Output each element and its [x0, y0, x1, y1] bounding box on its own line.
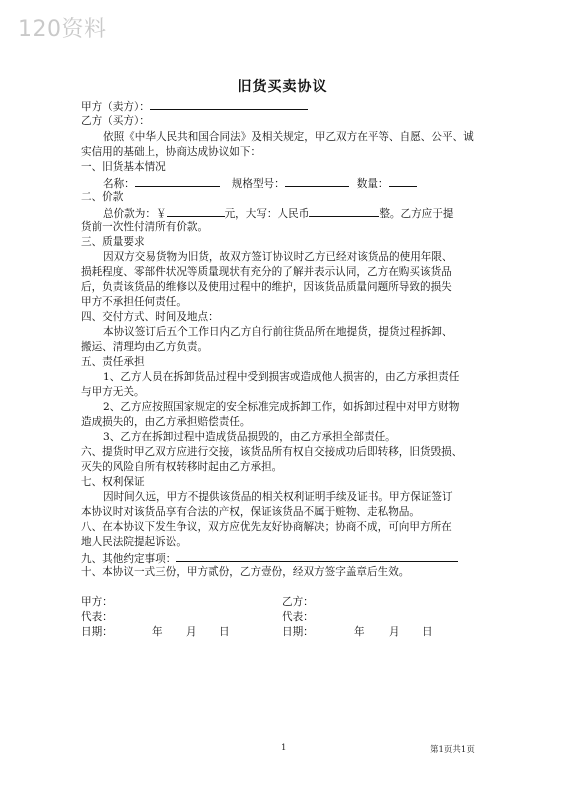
name-label: 名称：	[103, 178, 135, 190]
model-label: 规格型号：	[231, 178, 285, 190]
section-3-heading: 三、质量要求	[81, 236, 145, 248]
price-line-2: 货前一次性付清所有价款。	[81, 221, 209, 233]
amount-words-label: 元，大写：人民币	[224, 208, 310, 220]
party-b-date-label: 日期：	[282, 626, 314, 638]
amount-words-blank[interactable]	[309, 205, 379, 217]
party-a-signature-label: 甲方：	[81, 596, 113, 608]
party-a-blank[interactable]	[150, 98, 308, 110]
party-b-label: 乙方（买方）：	[81, 115, 150, 127]
quantity-blank[interactable]	[389, 175, 417, 187]
intro-line-1: 依照《中华人民共和国合同法》及相关规定，甲乙双方在平等、自愿、公平、诚	[103, 131, 474, 143]
party-a-date-month: 月	[186, 626, 197, 638]
section-1-fields	[103, 175, 417, 191]
section-3-line-1: 因双方交易货物为旧货，故双方签订协议时乙方已经对该货品的使用年限、	[103, 251, 453, 263]
section-5-item-1-line-1: 1、乙方人员在拆卸货品过程中受到损害或造成他人损害的，由乙方承担责任	[103, 371, 460, 383]
quantity-label: 数量：	[356, 178, 389, 190]
section-5-item-1-line-2: 与甲方无关。	[81, 386, 145, 398]
price-line-end: 整。乙方应于提	[379, 208, 454, 220]
total-price-label: 总价款为：￥	[103, 208, 167, 220]
party-b-representative-label: 代表：	[282, 611, 314, 623]
party-a-line	[81, 98, 308, 114]
party-b-date-year: 年	[354, 626, 365, 638]
model-blank[interactable]	[285, 175, 349, 187]
section-5-item-2-line-2: 造成损失的，由乙方承担赔偿责任。	[81, 416, 251, 428]
section-3-line-4: 甲方不承担任何责任。	[81, 296, 187, 308]
section-6-line-2: 灭失的风险自所有权转移时起由乙方承担。	[81, 461, 283, 473]
page-number: 1	[281, 743, 287, 753]
page-count: 第1页共1页	[430, 745, 475, 755]
total-price-blank[interactable]	[167, 205, 225, 217]
party-b-date-day: 日	[422, 626, 433, 638]
party-b-date-month: 月	[389, 626, 400, 638]
section-3-line-2: 损耗程度、零部件状况等质量现状有充分的了解并表示认同，乙方在购买该货品	[81, 266, 452, 278]
section-9-label: 九、其他约定事项：	[81, 553, 177, 565]
party-a-representative-label: 代表：	[81, 611, 113, 623]
section-5-item-2-line-1: 2、乙方应按照国家规定的安全标准完成拆卸工作，如拆卸过程中对甲方财物	[103, 401, 460, 413]
section-3-line-3: 后，负责该货品的维修以及使用过程中的维护，因该货品质量问题所导致的损失	[81, 281, 452, 293]
intro-line-2: 实信用的基础上，协商达成协议如下：	[81, 146, 262, 158]
name-blank[interactable]	[135, 175, 220, 187]
other-terms-blank[interactable]	[176, 550, 458, 562]
section-7-line-1: 因时间久远，甲方不提供该货品的相关权利证明手续及证书。甲方保证签订	[103, 491, 453, 503]
section-1-heading: 一、旧货基本情况	[81, 161, 166, 173]
party-a-label: 甲方（卖方）：	[81, 101, 150, 113]
section-4-line-2: 搬运、清理均由乙方负责。	[81, 341, 209, 353]
watermark: 120资料	[18, 17, 107, 42]
party-a-date-label: 日期：	[81, 626, 113, 638]
party-b-signature-label: 乙方：	[282, 596, 314, 608]
party-a-date-day: 日	[219, 626, 230, 638]
section-7-heading: 七、权利保证	[81, 476, 145, 488]
party-a-date-year: 年	[152, 626, 163, 638]
section-6-line-1: 六、提货时甲乙双方应进行交接，该货品所有权自交接成功后即转移，旧货毁损、	[81, 446, 463, 458]
section-8-line-1: 八、在本协议下发生争议，双方应优先友好协商解决；协商不成，可向甲方所在	[81, 521, 452, 533]
section-9-line	[81, 550, 458, 566]
section-7-line-2: 本协议时对该货品享有合法的产权，保证该货品不属于赃物、走私物品。	[81, 506, 420, 518]
section-5-item-3: 3、乙方在拆卸过程中造成货品损毁的，由乙方承担全部责任。	[103, 431, 396, 443]
section-2-heading: 二、价款	[81, 191, 124, 203]
section-4-heading: 四、交付方式、时间及地点：	[81, 311, 219, 323]
document-title: 旧货买卖协议	[237, 79, 328, 95]
section-8-line-2: 地人民法院提起诉讼。	[81, 536, 187, 548]
section-5-heading: 五、责任承担	[81, 356, 145, 368]
section-10-line: 十、本协议一式三份，甲方贰份，乙方壹份，经双方签字盖章后生效。	[81, 566, 410, 578]
price-line	[103, 205, 453, 221]
section-4-line-1: 本协议签订后五个工作日内乙方自行前往货品所在地提货，提货过程拆卸、	[103, 326, 453, 338]
